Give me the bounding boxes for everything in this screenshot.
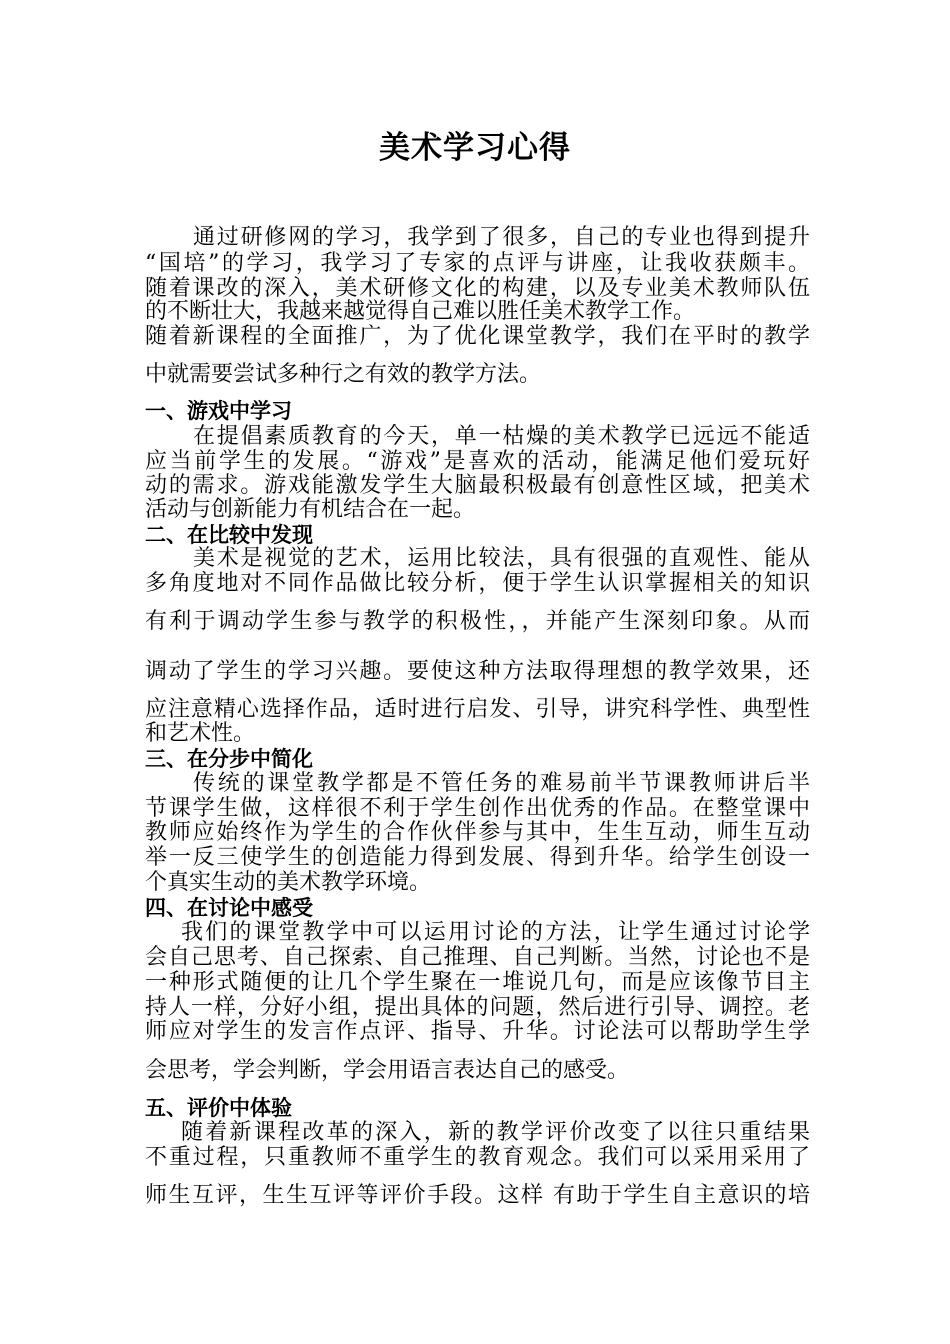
body-line: 应当前学生的发展。“游戏”是喜欢的活动，能满足他们爱玩好 [145, 449, 810, 474]
body-line: 个真实生动的美术教学环境。 [145, 870, 432, 895]
body-line: 调动了学生的学习兴趣。要使这种方法取得理想的教学效果，还 [145, 659, 810, 684]
document-title: 美术学习心得 [379, 130, 571, 166]
body-line: 多角度地对不同作品做比较分析，便于学生认识掌握相关的知识 [145, 571, 810, 596]
intro-line: 通过研修网的学习，我学到了很多，自己的专业也得到提升 [193, 225, 810, 250]
section-heading: 四、在讨论中感受 [145, 896, 313, 920]
body-line: 美术是视觉的艺术，运用比较法，具有很强的直观性、能从 [193, 546, 810, 571]
body-line: 师生互评，生生互评等评价手段。这样 有助于学生自主意识的培 [145, 1183, 810, 1208]
body-line: 传统的课堂教学都是不管任务的难易前半节课教师讲后半 [193, 771, 810, 796]
body-line: 不重过程，只重教师不重学生的教育观念。我们可以采用采用了 [145, 1145, 810, 1170]
section-heading: 二、在比较中发现 [145, 523, 313, 547]
body-line: 持人一样，分好小组，提出具体的问题，然后进行引导、调控。老 [145, 995, 810, 1020]
intro-line: 随着课改的深入，美术研修文化的构建，以及专业美术教师队伍 [145, 276, 810, 301]
body-line: 一种形式随便的让几个学生聚在一堆说几句，而是应该像节目主 [145, 970, 810, 995]
body-line: 会思考，学会判断，学会用语言表达自己的感受。 [145, 1058, 630, 1083]
intro-line: “国培”的学习，我学习了专家的点评与讲座，让我收获颇丰。 [145, 251, 810, 276]
body-line: 会自己思考、自己探索、自己推理、自己判断。当然，讨论也不是 [145, 945, 810, 970]
intro-line: 随着新课程的全面推广，为了优化课堂教学，我们在平时的教学 [145, 324, 810, 349]
body-line: 活动与创新能力有机结合在一起。 [145, 497, 476, 522]
body-line: 应注意精心选择作品，适时进行启发、引导，讲究科学性、典型性 [145, 697, 810, 722]
body-line: 节课学生做，这样很不利于学生创作出优秀的作品。在整堂课中 [145, 796, 810, 821]
section-heading: 一、游戏中学习 [145, 399, 292, 423]
body-line: 在提倡素质教育的今天，单一枯燥的美术教学已远远不能适 [193, 424, 810, 449]
intro-line: 的不断壮大，我越来越觉得自己难以胜任美术教学工作。 [145, 299, 696, 324]
body-line: 师应对学生的发言作点评、指导、升华。讨论法可以帮助学生学 [145, 1019, 810, 1044]
body-line: 随着新课程改革的深入，新的教学评价改变了以往只重结果 [181, 1120, 810, 1145]
body-line: 教师应始终作为学生的合作伙伴参与其中，生生互动，师生互动 [145, 820, 810, 845]
body-line: 和艺术性。 [145, 721, 256, 746]
section-heading: 五、评价中体验 [145, 1096, 292, 1120]
body-line: 有利于调动学生参与教学的积极性，，并能产生深刻印象。从而 [145, 609, 810, 634]
intro-line: 中就需要尝试多种行之有效的教学方法。 [145, 362, 542, 387]
section-heading: 三、在分步中简化 [145, 747, 313, 771]
body-line: 我们的课堂教学中可以运用讨论的方法，让学生通过讨论学 [181, 920, 810, 945]
body-line: 动的需求。游戏能激发学生大脑最积极最有创意性区域，把美术 [145, 473, 810, 498]
body-line: 举一反三使学生的创造能力得到发展、得到升华。给学生创设一 [145, 845, 810, 870]
